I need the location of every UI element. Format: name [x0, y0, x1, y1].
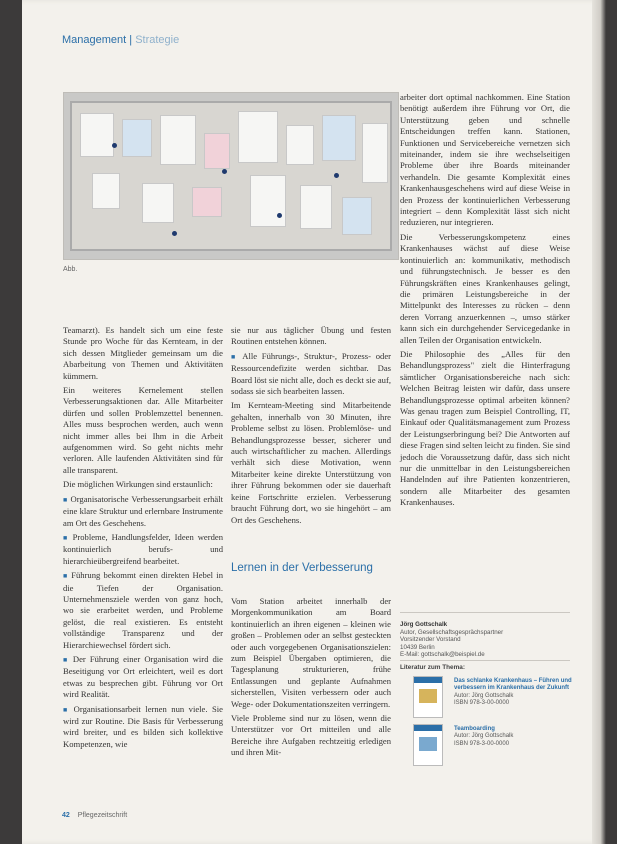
board-note: [80, 113, 114, 157]
subheading: Lernen in der Verbesserung: [231, 562, 373, 574]
board-note: [250, 175, 286, 227]
section-label: Management: [62, 34, 127, 46]
subsection-label: Strategie: [135, 34, 180, 46]
board-note: [160, 115, 196, 165]
board-note: [192, 187, 222, 217]
list-item: ■ Probleme, Handlungsfelder, Ideen werden kontinuierlich berufs- und hierarchieübergreifend bearbeitet.: [63, 532, 223, 567]
magnet-pin: [334, 173, 339, 178]
book-cover-stripe: [414, 677, 442, 683]
author-line: Vorsitzender Vorstand: [400, 636, 461, 644]
book-author: Autor: Jörg Gottschalk: [454, 692, 514, 699]
paragraph: Im Kernteam-Meeting sind Mitarbeitende gehalten, innerhalb von 30 Minuten, ihre Probleme selbst zu lösen. Problemlöse- und Behandlungsprozesse besser, sicherer und auch wirtschaftlicher zu machen. Allerdings verhält sich diese Motivation, wenn Mitarbeiter keine direkte Unterstützung von ihrer Führung bekommen oder sie dauerhaft keine Fortschritte erzielen. Verbesserung braucht Führung dort, wo sie hingehört – am Ort des Geschehens.: [231, 400, 391, 525]
article-column-3: [400, 92, 570, 512]
board-note: [204, 133, 230, 169]
divider: [400, 612, 570, 613]
board-note: [286, 125, 314, 165]
list-item: ■ Der Führung einer Organisation wird die Beseitigung vor Ort erleichtert, weil es dort etwas zu besprechen gibt. Führung vor Ort wird Realität.: [63, 654, 223, 701]
effects-list-continued: [231, 351, 391, 398]
paragraph: Die Philosophie des „Alles für den Behandlungsprozess" zielt die Hinterfragung sämtlicher Organisationsbereiche nach sich: Welchen Beitrag leisten wir dafür, dass unsere Behandlungsprozesse optimal arbeiten können? Was genau tragen zum Beispiel Controlling, IT, Einkauf oder Qualitätsmanagement zum Prozess der Leistungserbringung bei? Die Antworten auf diese Fragen sind selten leicht zu finden. Sie sind jedoch die Voraussetzung dafür, dass sich nicht nur die unmittelbar in den Leistungsbereichen Handelnden auf ihre Patienten konzentrieren, sondern alle Mitarbeiter des gesamten Krankenhauses.: [400, 348, 570, 508]
paragraph: Vom Station arbeitet innerhalb der Morgenkommunikation am Board kontinuierlich an ihren eigenen – kleinen wie großen – Problemen oder an selbst gesteckten oder auch vorgegebenen Organisationszielen: zum Beispiel Übergaben optimieren, die Tagesplanung strukturieren, frühe Entlassungen und geplante Aufnahmen sicherstellen, Visiten verbessern oder auch Wege- oder Dokumentationszeiten verringern.: [231, 596, 391, 709]
book-author: Autor: Jörg Gottschalk: [454, 733, 514, 740]
photo-credit: Abb.: [63, 266, 78, 273]
author-line: 10439 Berlin: [400, 643, 435, 651]
board-note: [238, 111, 278, 163]
book-info: [454, 726, 572, 748]
page-number: 42: [62, 812, 70, 819]
board-note: [122, 119, 152, 157]
board-note: [362, 123, 388, 183]
article-column-1: [63, 325, 223, 753]
author-name: Jörg Gottschalk: [400, 621, 448, 628]
effects-list: [63, 494, 223, 751]
list-item: ■ Alle Führungs-, Struktur-, Prozess- oder Ressourcendefizite werden sichtbar. Das Board löst sie nicht alle, doch es deckt sie auf, sodass sie sich bearbeiten lassen.: [231, 351, 391, 398]
book-isbn: ISBN 978-3-00-0000: [454, 740, 510, 747]
paragraph: Die Verbesserungskompetenz eines Krankenhauses wächst auf diese Weise kontinuierlich an: kommunikativ, methodisch und führungstechnisch. Je besser es den Führungskräften eines Krankenhauses gelingt, die primären Leistungsbereiche in der Mittelpunkt des Interesses zu rücken – denn deren Vorrang anzuerkennen –, umso stärker kann sich ein durchgehender Servicegedanke in allen Teilen der Organisation entwickeln.: [400, 231, 570, 345]
book-isbn: ISBN 978-3-00-0000: [454, 700, 510, 707]
book-cover-stripe: [414, 725, 442, 731]
board-note: [300, 185, 332, 229]
paragraph: Teamarzt). Es handelt sich um eine feste Stunde pro Woche für das Kernteam, in der sich dessen Mitglieder gemeinsam um die Abarbeitung von Themen und Aktivitäten kümmern.: [63, 325, 223, 381]
team-board-image: [70, 101, 392, 251]
article-column-2: [231, 325, 391, 529]
list-item: ■ Führung bekommt einen direkten Hebel in die Tiefen der Organisation. Unternehmensziele werden von ganz hoch, wo sie erarbeitet werden, und Probleme gelöst, die real existieren. Es entsteht vollständige Transparenz und der Hierarchiewechsel fördert sich.: [63, 570, 223, 651]
page-fold-shadow: [592, 0, 606, 844]
list-item: ■ Organisatorische Verbesserungsarbeit erhält eine klare Struktur und erlernbare Instrumente am Ort des Geschehens.: [63, 494, 223, 529]
paragraph: arbeiter dort optimal nachkommen. Eine Station benötigt außerdem ihre Führung vor Ort, die Unterstützung geben und schnelle Entscheidungen treffen kann. Stationen, Funktionen und Servicebereiche vernetzen sich miteinander, indem sie ihre wechselseitigen Probleme über ihre Boards miteinander verhandeln. Die gesamte Komplexität eines Krankenhausgeschehens wird auf diese Weise in den Prozess der kontinuierlichen Verbesserung integriert – denn Komplexität lässt sich nicht reduzieren, nur integrieren.: [400, 92, 570, 228]
paragraph: Viele Probleme sind nur zu lösen, wenn die Unterstützer vor Ort mitteilen und alle Bereiche ihre Aufgaben rechtzeitig erledigen und ihren Mit-: [231, 713, 391, 758]
article-photo: [63, 92, 399, 260]
book-title: Das schlanke Krankenhaus – Führen und verbessern im Krankenhaus der Zukunft: [454, 678, 572, 692]
article-column-2-lower: [231, 596, 391, 762]
book-cover-image: [419, 737, 437, 751]
board-note: [92, 173, 120, 209]
author-line: Autor, Gesellschaftsgesprächspartner: [400, 628, 504, 636]
paragraph: Ein weiteres Kernelement stellen Verbesserungsaktionen dar. Alle Mitarbeiter dürfen und sollen Problemzettel benennen. Alles muss besprochen werden, auch wenn nicht immer alles bei Ihm in die Arbeit aufgenommen wird. So geht nichts mehr verloren. Alle laufenden Aktivitäten sind für alle transparent.: [63, 385, 223, 475]
magnet-pin: [172, 231, 177, 236]
author-box: [400, 621, 570, 659]
literature-label: Literatur zum Thema:: [400, 664, 465, 671]
list-item: ■ Organisationsarbeit lernen nun viele. Sie wird zur Routine. Die Basis für Verbesserung wird breiter, und es bilden sich kollektive Kompetenzen, wie: [63, 704, 223, 751]
board-note: [342, 197, 372, 235]
magnet-pin: [112, 143, 117, 148]
book-cover: [413, 724, 443, 766]
board-note: [142, 183, 174, 223]
book-cover: [413, 676, 443, 718]
author-email: E-Mail: gottschalk@beispiel.de: [400, 651, 485, 659]
divider: [400, 660, 570, 661]
paragraph: Die möglichen Wirkungen sind erstaunlich:: [63, 479, 213, 490]
board-note: [322, 115, 356, 161]
journal-name: Pflegezeitschrift: [77, 812, 128, 819]
page-footer: [62, 812, 127, 819]
section-header: [62, 34, 179, 46]
book-cover-image: [419, 689, 437, 703]
paragraph: sie nur aus täglicher Übung und festen Routinen entstehen können.: [231, 325, 391, 347]
magnet-pin: [222, 169, 227, 174]
section-separator: |: [129, 34, 133, 46]
book-title: Teamboarding: [454, 726, 495, 732]
book-info: [454, 678, 572, 708]
magnet-pin: [277, 213, 282, 218]
